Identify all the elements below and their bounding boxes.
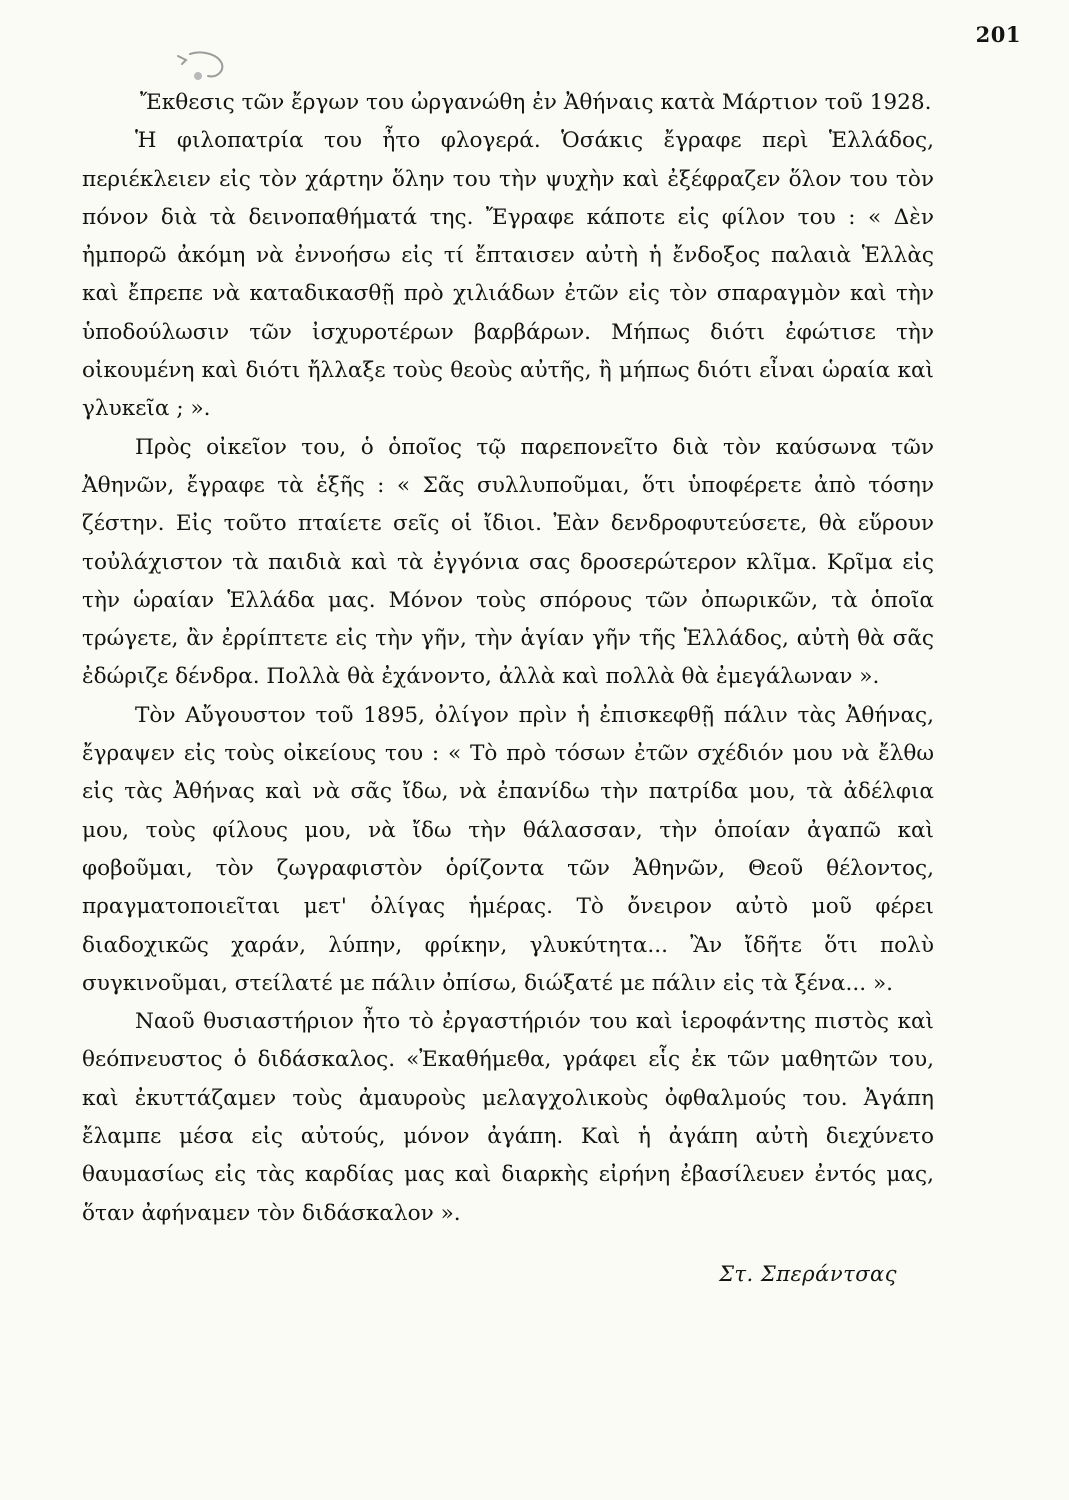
paragraph-patriotism: Ἡ φιλοπατρία του ἦτο φλογερά. Ὁσάκις ἔγραφε περὶ Ἑλλάδος, περιέκλειεν εἰς τὸν χάρτην ὅλην του τὴν ψυχὴν καὶ ἐξέφραζεν ὅλον του τὸν πόνον διὰ τὰ δεινοπαθήματά της. Ἔγραφε κάποτε εἰς φίλον του : « Δὲν ἠμπορῶ ἀκόμη νὰ ἐννοήσω εἰς τί ἔπταισεν αὐτὴ ἡ ἔνδοξος παλαιὰ Ἑλλὰς καὶ ἔπρεπε νὰ καταδικασθῇ πρὸ χιλιάδων ἐτῶν εἰς τὸν σπαραγμὸν καὶ τὴν ὑποδούλωσιν τῶν ἰσχυροτέρων βαρβάρων. Μήπως διότι ἐφώτισε τὴν οἰκουμένη καὶ διότι ἤλλαξε τοὺς θεοὺς αὐτῆς, ἢ μήπως διότι εἶναι ὡραία καὶ γλυκεῖα ; ». [82,128,934,422]
paragraph-august-letter: Τὸν Αὔγουστον τοῦ 1895, ὀλίγον πρὶν ἡ ἐπισκεφθῇ πάλιν τὰς Ἀθήνας, ἔγραψεν εἰς τοὺς οἰκείους του : « Τὸ πρὸ τόσων ἐτῶν σχέδιόν μου νὰ ἔλθω εἰς τὰς Ἀθήνας καὶ νὰ σᾶς ἴδω, νὰ ἐπανίδω τὴν πατρίδα μου, τὰ ἀδέλφια μου, τοὺς φίλους μου, νὰ ἴδω τὴν θάλασσαν, τὴν ὁποίαν ἀγαπῶ καὶ φοβοῦμαι, τὸν ζωγραφιστὸν ὁρίζοντα τῶν Ἀθηνῶν, Θεοῦ θέλοντος, πραγματοποιεῖται μετ' ὀλίγας ἡμέρας. Τὸ ὄνειρον αὐτὸ μοῦ φέρει διαδοχικῶς χαράν, λύπην, φρίκην, γλυκύτητα... Ἂν ἴδῆτε ὅτι πολὺ συγκινοῦμαι, στείλατέ με πάλιν ὀπίσω, διώξατέ με πάλιν εἰς τὰ ξένα... ». [82,702,934,996]
body-text [82,84,934,1233]
page-number: 201 [975,22,1021,47]
author-signature: Στ. Σπεράντσας [719,1262,897,1286]
paragraph-workshop: Ναοῦ θυσιαστήριον ἦτο τὸ ἐργαστήριόν του καὶ ἱεροφάντης πιστὸς καὶ θεόπνευστος ὁ διδάσκαλος. «Ἐκαθήμεθα, γράφει εἷς ἐκ τῶν μαθητῶν του, καὶ ἐκυττάζαμεν τοὺς ἀμαυροὺς μελαγχολικοὺς ὀφθαλμούς του. Ἀγάπη ἔλαμπε μέσα εἰς αὐτούς, μόνον ἀγάπη. Καὶ ἡ ἀγάπη αὐτὴ διεχύνετο θαυμασίως εἰς τὰς καρδίας μας καὶ διαρκὴς εἰρήνη ἐβασίλευεν ἐντός μας, ὅταν ἀφήναμεν τὸν διδάσκαλον ». [82,1009,934,1226]
paragraph-heat-letter: Πρὸς οἰκεῖον του, ὁ ὁποῖος τῷ παρεπονεῖτο διὰ τὸν καύσωνα τῶν Ἀθηνῶν, ἔγραφε τὰ ἑξῆς : « Σᾶς συλλυποῦμαι, ὅτι ὑποφέρετε ἀπὸ τόσην ζέστην. Εἰς τοῦτο πταίετε σεῖς οἱ ἴδιοι. Ἐὰν δενδροφυτεύσετε, θὰ εὕρουν τοὐλάχιστον τὰ παιδιὰ καὶ τὰ ἐγγόνια σας δροσερώτερον κλῖμα. Κρῖμα εἰς τὴν ὡραίαν Ἑλλάδα μας. Μόνον τοὺς σπόρους τῶν ὀπωρικῶν, τὰ ὁποῖα τρώγετε, ἂν ἐρρίπτετε εἰς τὴν γῆν, τὴν ἁγίαν γῆν τῆς Ἑλλάδος, αὐτὴ θὰ σᾶς ἐδώριζε δένδρα. Πολλὰ θὰ ἐχάνοντο, ἀλλὰ καὶ πολλὰ θὰ ἐμεγάλωναν ». [82,434,934,690]
paragraph-exhibition: Ἔκθεσις τῶν ἔργων του ὠργανώθη ἐν Ἀθήναις κατὰ Μάρτιον τοῦ 1928. [140,90,932,115]
